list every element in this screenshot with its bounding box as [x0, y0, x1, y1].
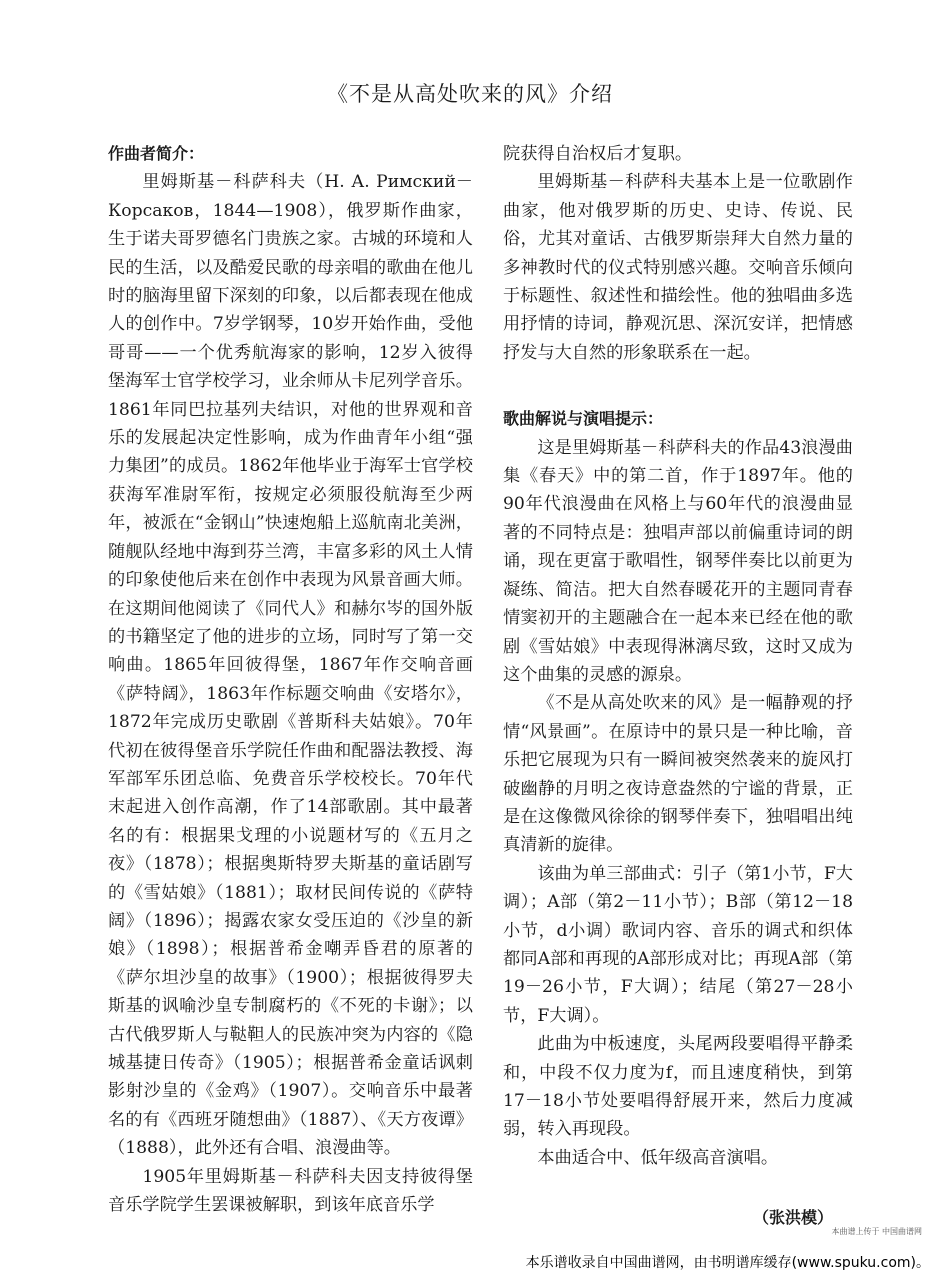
composer-continuation: 院获得自治权后才复职。: [503, 144, 693, 164]
section-gap: [503, 367, 853, 405]
composer-paragraph-1: 里姆斯基－科萨科夫（Н. А. Римский－Корсаков，1844—1908），俄罗斯作曲家，生于诺夫哥罗德名门贵族之家。古城的环境和人民的生活，以及酷爱民歌的母亲唱的歌曲在他儿时的脑海里留下深刻的印象，以后都表现在他成人的创作中。7岁学钢琴，10岁开始作曲，受他哥哥——一个优秀航海家的影响，12岁入彼得堡海军士官学校学习，业余师从卡尼列学音乐。1861年同巴拉基列夫结识，对他的世界观和音乐的发展起决定性影响，成为作曲青年小组“强力集团”的成员。1862年他毕业于海军士官学校获海军准尉军衔，按规定必须服役航海至少两年，被派在“金钢山”快速炮船上巡航南北美洲，随舰队经地中海到芬兰湾，丰富多彩的风土人情的印象使他后来在创作中表现为风景音画大师。在这期间他阅读了《同代人》和赫尔岑的国外版的书籍坚定了他的进步的立场，同时写了第一交响曲。1865年回彼得堡，1867年作交响音画《萨特阔》，1863年作标题交响曲《安塔尔》，1872年完成历史歌剧《普斯科夫姑娘》。70年代初在彼得堡音乐学院任作曲和配器法教授、海军部军乐团总临、免费音乐学校校长。70年代末起进入创作高潮，作了14部歌剧。其中最著名的有：根据果戈理的小说题材写的《五月之夜》（1878）；根据奥斯特罗夫斯基的童话剧写的《雪姑娘》（1881）；取材民间传说的《萨特阔》（1896）；揭露农家女受压迫的《沙皇的新娘》（1898）；根据普希金嘲弄昏君的原著的《萨尔坦沙皇的故事》（1900）；根据彼得罗夫斯基的讽喻沙皇专制腐朽的《不死的卡谢》；以古代俄罗斯人与鞑靼人的民族冲突为内容的《隐城基捷日传奇》（1905）；根据普希金童话讽刺影射沙皇的《金鸡》（1907）。交响音乐中最著名的有《西班牙随想曲》（1887）、《天方夜谭》（1888），此外还有合唱、浪漫曲等。: [108, 172, 473, 1159]
upload-watermark: 本曲谱上传于 中国曲谱网: [831, 1227, 922, 1236]
song-paragraph-5: 本曲适合中、低年级高音演唱。: [537, 1147, 779, 1168]
composer-heading: 作曲者简介：: [108, 144, 205, 163]
song-paragraph-1: 这是里姆斯基－科萨科夫的作品43浪漫曲集《春天》中的第二首，作于1897年。他的90年代浪漫曲在风格上与60年代的浪漫曲显著的不同特点是：独唱声部以前偏重诗词的朗诵，现在更富于歌唱性，钢琴伴奏比以前更为凝练、简洁。把大自然春暖花开的主题同青春情窦初开的主题融合在一起本来已经在他的歌剧《雪姑娘》中表现得淋漓尽致，这时又成为这个曲集的灵感的源泉。: [503, 437, 853, 685]
left-column: [108, 140, 473, 1219]
song-paragraph-2: 《不是从高处吹来的风》是一幅静观的抒情“风景画”。在原诗中的景只是一种比喻，音乐把它展现为只有一瞬间被突然袭来的旋风打破幽静的月明之夜诗意盎然的宁谧的背景，正是在这像微风徐徐的钢琴伴奏下，独唱唱出纯真清新的旋律。: [503, 693, 853, 856]
composer-paragraph-3: 里姆斯基－科萨科夫基本上是一位歌剧作曲家，他对俄罗斯的历史、史诗、传说、民俗，尤其对童话、古俄罗斯崇拜大自然力量的多神教时代的仪式特别感兴趣。交响音乐倾向于标题性、叙述性和描绘性。他的独唱曲多选用抒情的诗词，静观沉思、深沉安详，把情感抒发与大自然的形象联系在一起。: [503, 172, 853, 363]
article-title: 《不是从高处吹来的风》介绍: [327, 82, 613, 106]
author-signature: （张洪模）: [752, 1208, 833, 1228]
right-column: [503, 140, 853, 1233]
song-paragraph-4: 此曲为中板速度，头尾两段要唱得平静柔和，中段不仅力度为f，而且速度稍快，到第17－18小节处要唱得舒展开来，然后力度减弱，转入再现段。: [503, 1034, 853, 1140]
composer-paragraph-2: 1905年里姆斯基－科萨科夫因支持彼得堡音乐学院学生罢课被解职，到该年底音乐学: [108, 1166, 473, 1216]
song-heading: 歌曲解说与演唱提示：: [503, 409, 664, 429]
footer-credit: 本乐谱收录自中国曲谱网，由书明谱库缓存(www.spuku.com)。: [525, 1255, 930, 1271]
song-paragraph-3: 该曲为单三部曲式：引子（第1小节，F大调）；A部（第2－11小节）；B部（第12－18小节，d小调）歌词内容、音乐的调式和织体都同A部和再现的A部形成对比；再现A部（第19－26小节，F大调）；结尾（第27－28小节，F大调）。: [503, 863, 853, 1026]
